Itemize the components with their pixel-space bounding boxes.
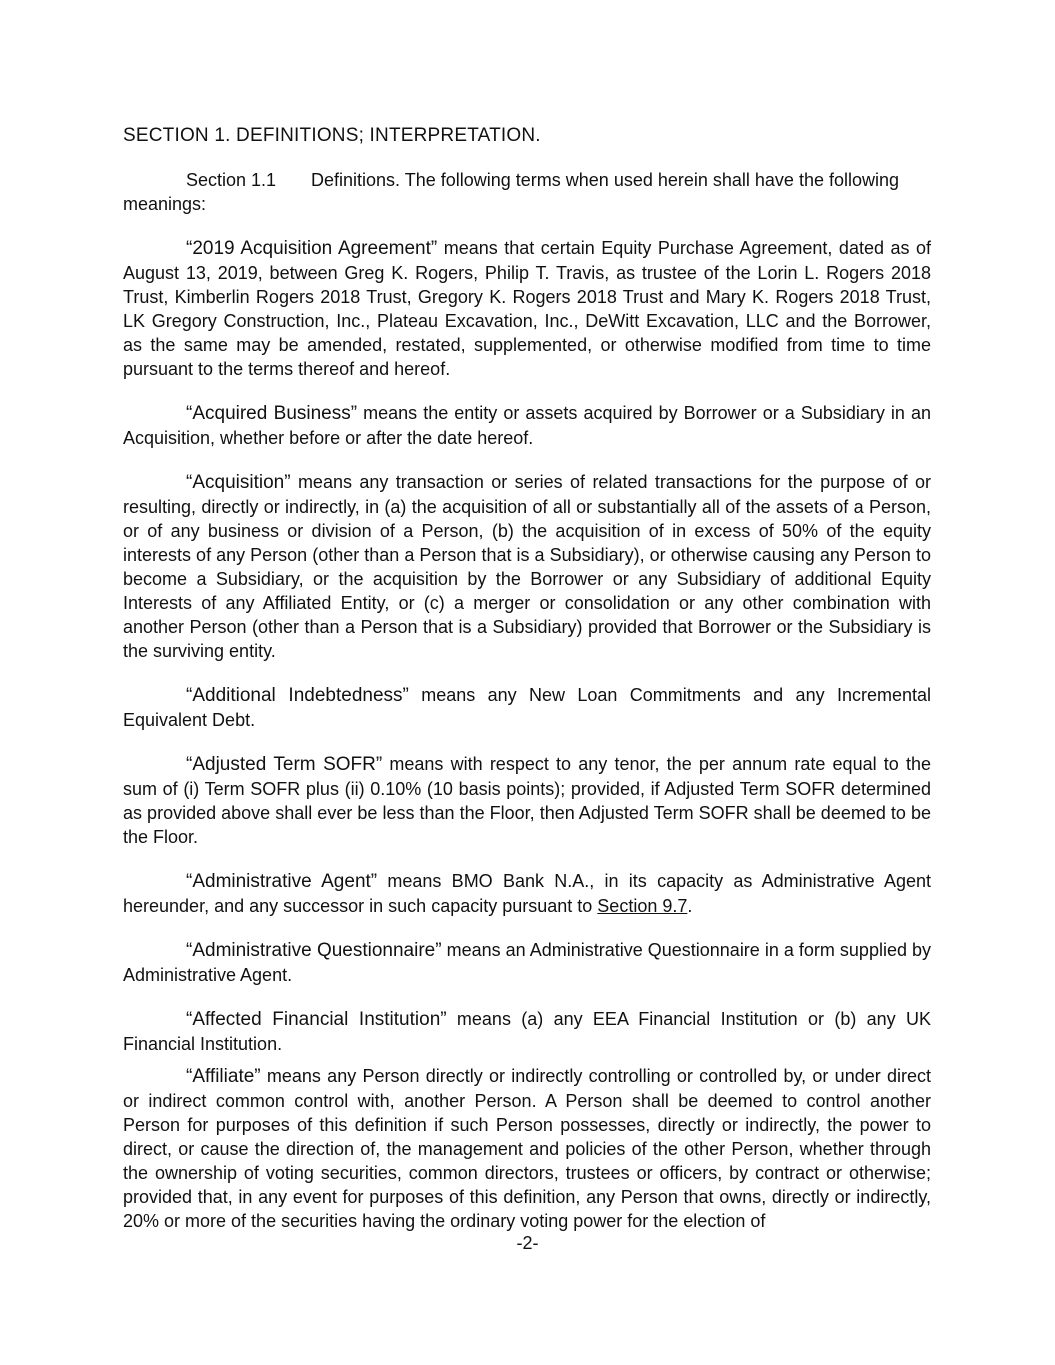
defined-term: “Affected Financial Institution”	[186, 1009, 447, 1030]
definition-text: means with respect to any tenor, the per annum rate equal to the sum of (i) Term SOFR plus (ii) 0.10% (10 basis points); provided, if Adjusted Term SOFR determined as provided above shall ever be less than the Floor, then Adjusted Term SOFR shall be deemed to be the Floor.	[123, 754, 932, 847]
definition-text: means (a) any EEA Financial Institution or (b) any UK Financial Institution.	[123, 1009, 931, 1054]
defined-term: “Administrative Questionnaire”	[186, 940, 442, 961]
definition-affiliate	[123, 1064, 931, 1233]
definition-2019-acquisition-agreement	[123, 236, 931, 381]
subsection-title: Definitions.	[311, 170, 401, 190]
defined-term: “Affiliate”	[186, 1066, 261, 1087]
definition-text: means that certain Equity Purchase Agreement, dated as of August 13, 2019, between Greg K. Rogers, Philip T. Travis, as trustee of the Lorin L. Rogers 2018 Trust, Kimberlin Rogers 2018 Trust, Gregory K. Rogers 2018 Trust and Mary K. Rogers 2018 Trust, LK Gregory Construction, Inc., Plateau Excavation, Inc., DeWitt Excavation, LLC and the Borrower, as the same may be amended, restated, supplemented, or otherwise modified from time to time pursuant to the terms thereof and hereof.	[123, 238, 931, 379]
defined-term: “2019 Acquisition Agreement”	[186, 238, 438, 259]
definition-administrative-agent	[123, 869, 931, 918]
definition-affected-financial-institution	[123, 1007, 931, 1056]
definition-adjusted-term-sofr	[123, 752, 931, 849]
subsection-intro: The following terms when used herein shall have the following meanings:	[123, 170, 900, 214]
section-9-7-link[interactable]: Section 9.7	[597, 896, 688, 916]
definition-text: means the entity or assets acquired by Borrower or a Subsidiary in an Acquisition, whether before or after the date hereof.	[123, 403, 931, 448]
subsection-number: Section 1.1	[186, 170, 277, 190]
definition-administrative-questionnaire	[123, 938, 931, 987]
page-number: -2-	[516, 1233, 539, 1253]
page-body	[123, 124, 931, 1253]
definition-text-tail: .	[687, 896, 693, 916]
defined-term: “Additional Indebtedness”	[186, 685, 409, 706]
subsection-1-1	[123, 168, 931, 216]
definition-additional-indebtedness	[123, 683, 931, 732]
definition-acquisition	[123, 470, 931, 663]
definition-text: means an Administrative Questionnaire in a form supplied by Administrative Agent.	[123, 940, 931, 985]
defined-term: “Adjusted Term SOFR”	[186, 754, 383, 775]
defined-term: “Acquisition”	[186, 472, 291, 493]
defined-term: “Acquired Business”	[186, 403, 358, 424]
definition-acquired-business	[123, 401, 931, 450]
section-heading: SECTION 1. DEFINITIONS; INTERPRETATION.	[123, 125, 541, 146]
definition-text: means any New Loan Commitments and any Incremental Equivalent Debt.	[123, 685, 931, 730]
definition-text: means any Person directly or indirectly controlling or controlled by, or under direct or indirect common control with, another Person. A Person shall be deemed to control another Person for purposes of this definition if such Person possesses, directly or indirectly, the power to direct, or cause the direction of, the management and policies of the other Person, whether through the ownership of voting securities, common directors, trustees or officers, by contract or otherwise; provided that, in any event for purposes of this definition, any Person that owns, directly or indirectly, 20% or more of the securities having the ordinary voting power for the election of	[123, 1066, 931, 1231]
definition-text: means any transaction or series of related transactions for the purpose of or resulting, directly or indirectly, in (a) the acquisition of all or substantially all of the assets of a Person, or of any business or division of a Person, (b) the acquisition of in excess of 50% of the equity interests of any Person (other than a Person that is a Subsidiary), or otherwise causing any Person to become a Subsidiary, or the acquisition by the Borrower or any Subsidiary of additional Equity Interests of any Affiliated Entity, or (c) a merger or consolidation or any other combination with another Person (other than a Person that is a Subsidiary) provided that Borrower or the Subsidiary is the surviving entity.	[123, 472, 931, 661]
defined-term: “Administrative Agent”	[186, 871, 378, 892]
definition-text: means BMO Bank N.A., in its capacity as Administrative Agent hereunder, and any successor in such capacity pursuant to	[123, 871, 931, 916]
